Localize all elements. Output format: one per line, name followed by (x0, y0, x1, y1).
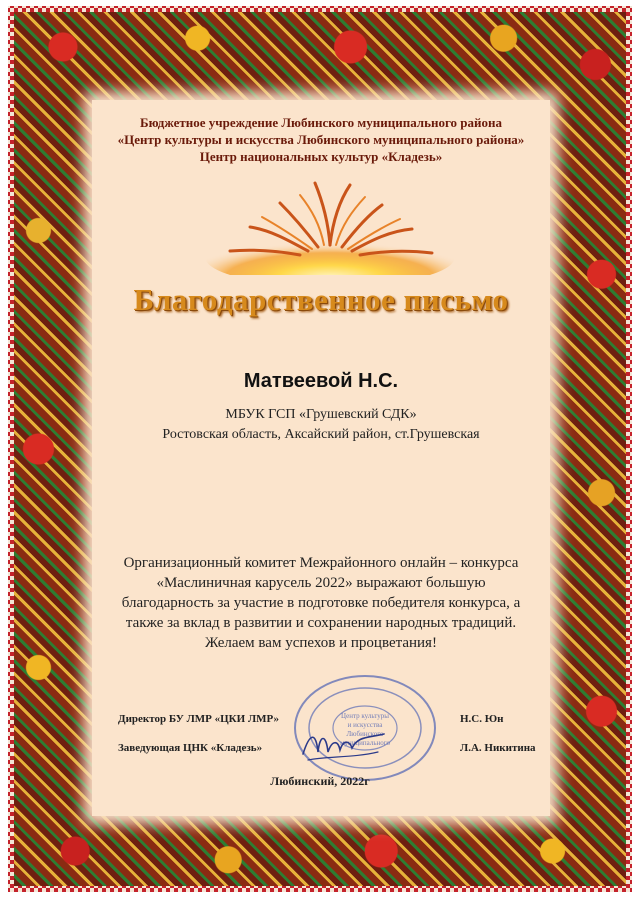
document-title: Благодарственное письмо (133, 282, 509, 317)
sun-icon (200, 175, 460, 275)
signature-mark (298, 722, 388, 767)
header-line-3: Центр национальных культур «Кладезь» (199, 149, 443, 164)
header-line-1: Бюджетное учреждение Любинского муниципального района (139, 115, 503, 130)
signature-role-2: Заведующая ЦНК «Кладезь» (118, 742, 263, 754)
svg-text:и искусства: и искусства (347, 721, 383, 729)
institution-header (92, 114, 550, 165)
svg-text:Центр культуры: Центр культуры (341, 712, 389, 720)
svg-text:Любинского: Любинского (346, 730, 384, 738)
signature-name-1: Н.С. Юн (460, 713, 504, 725)
body-line-3: благодарность за участие в подготовке победителя конкурса, а (121, 595, 521, 611)
signature-role-1: Директор БУ ЛМР «ЦКИ ЛМР» (118, 713, 280, 725)
gratitude-text (92, 553, 550, 653)
place-and-date: Любинский, 2022г (270, 774, 370, 788)
body-line-4: также за вклад в развитии и сохранении народных традиций. (125, 615, 517, 631)
header-line-2: «Центр культуры и искусства Любинского муниципального района» (117, 132, 525, 147)
recipient-organization (92, 405, 550, 445)
body-line-1: Организационный комитет Межрайонного онлайн – конкурса (123, 555, 519, 571)
svg-text:муниципального: муниципального (340, 739, 390, 747)
organization-name: МБУК ГСП «Грушевский СДК» (225, 407, 417, 422)
body-line-5: Желаем вам успехов и процветания! (205, 635, 437, 651)
signature-name-2: Л.А. Никитина (460, 742, 536, 754)
body-line-2: «Маслиничная карусель 2022» выражают большую (156, 575, 486, 591)
organization-location: Ростовская область, Аксайский район, ст.Грушевская (162, 427, 480, 442)
recipient-name: Матвеевой Н.С. (243, 370, 399, 392)
